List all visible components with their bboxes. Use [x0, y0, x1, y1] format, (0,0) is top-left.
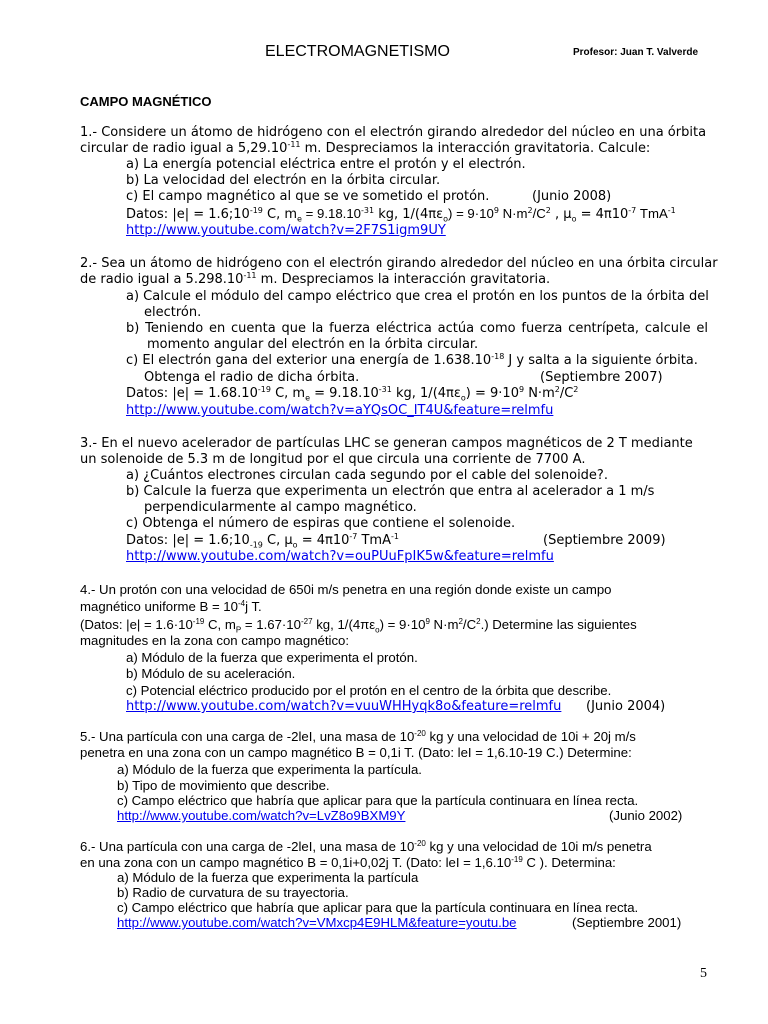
problem-1-date: (Junio 2008) [532, 189, 612, 204]
problem-2-part-a: a) Calcule el módulo del campo eléctrico que crea el protón en los puntos de la órbita del [126, 289, 709, 304]
problem-6-line-1: 6.- Una partícula con una carga de -2leI, una masa de $10^{-20}$ kg y una velocidad de 10i m/s penetra [80, 839, 652, 854]
problem-3-line-1: 3.- En el nuevo acelerador de partículas LHC se generan campos magnéticos de 2 T mediante [80, 436, 693, 451]
problem-2-video-link[interactable]: http://www.youtube.com/watch?v=aYQsOC_IT4U&feature=relmfu [126, 403, 554, 418]
problem-1-line-2: circular de radio igual a $5,29.10^{-11}$ m. Despreciamos la interacción gravitatoria. Calcule: [80, 140, 651, 156]
problem-4-line-1: 4.- Un protón con una velocidad de 650i m/s penetra en una región donde existe un campo [80, 582, 612, 597]
problem-5-line-1: 5.- Una partícula con una carga de -2leI, una masa de $10^{-20}$ kg y una velocidad de 10i + 20j m/s [80, 729, 636, 744]
problem-3-line-2: un solenoide de 5.3 m de longitud por el que circula una corriente de 7700 A. [80, 452, 586, 467]
teacher-name: Profesor: Juan T. Valverde [573, 47, 699, 58]
problem-1-line-1: 1.- Considere un átomo de hidrógeno con el electrón girando alrededor del núcleo en una órbita [80, 125, 707, 140]
problem-3-video-link[interactable]: http://www.youtube.com/watch?v=ouPUuFpIK5w&feature=relmfu [126, 549, 554, 564]
problem-5-part-a: a) Módulo de la fuerza que experimenta la partícula. [117, 762, 422, 777]
problem-2-line-1: 2.- Sea un átomo de hidrógeno con el electrón girando alrededor del núcleo en una órbita circular [80, 256, 718, 271]
document-title: ELECTROMAGNETISMO [265, 43, 450, 60]
problem-4-part-a: a) Módulo de la fuerza que experimenta el protón. [126, 650, 418, 665]
problem-2-date: (Septiembre 2007) [540, 370, 663, 385]
problem-5-part-b: b) Tipo de movimiento que describe. [117, 778, 330, 793]
problem-3-date: (Septiembre 2009) [543, 533, 666, 548]
problem-2-part-a-cont: electrón. [144, 305, 202, 320]
problem-4-part-b: b) Módulo de su aceleración. [126, 666, 296, 681]
problem-6-part-b: b) Radio de curvatura de su trayectoria. [117, 885, 349, 900]
problem-2-line-2: de radio igual a $5.298.10^{-11}$ m. Despreciamos la interacción gravitatoria. [80, 271, 551, 287]
problem-3-data: Datos: $|e| = 1.6;10_{-19}$ C, $\mu_o = 4\pi 10^{-7}$ TmA$^{-1}$ [126, 532, 399, 550]
page-number: 5 [700, 966, 707, 981]
section-title: CAMPO MAGNÉTICO [80, 94, 212, 109]
problem-2-part-c: c) El electrón gana del exterior una energía de $1.638.10^{-18}$ J y salta a la siguiente órbita. [126, 352, 698, 368]
problem-2-data: Datos: $|e| = 1.68.10^{-19}$ C, $m_e = 9.18.10^{-31}$ kg, $1/(4\pi\varepsilon_o) = 9\cdot 10^9$ $N\cdot m^2/C^2$ [126, 385, 579, 403]
problem-3-part-b: b) Calcule la fuerza que experimenta un electrón que entra al acelerador a 1 m/s [126, 484, 655, 499]
problem-6-line-2: en una zona con un campo magnético B = 0,1i+0,02j T. (Dato: leI = $1,6.10^{-19}$ C ). Determina: [80, 855, 616, 870]
problem-3-part-c: c) Obtenga el número de espiras que contiene el solenoide. [126, 516, 516, 531]
problem-5-video-link[interactable]: http://www.youtube.com/watch?v=LvZ8o9BXM9Y [117, 808, 406, 823]
problem-3-part-a: a) ¿Cuántos electrones circulan cada segundo por el cable del solenoide?. [126, 468, 608, 483]
problem-1-part-a: a) La energía potencial eléctrica entre el protón y el electrón. [126, 157, 526, 172]
problem-6-video-link[interactable]: http://www.youtube.com/watch?v=VMxcp4E9HLM&feature=youtu.be [117, 915, 517, 930]
problem-4-line-2: magnético uniforme $B = 10^{-4}j$ T. [80, 599, 262, 614]
problem-5-line-2: penetra en una zona con un campo magnético B = 0,1i T. (Dato: leI = 1,6.10-19 C.) Determine: [80, 745, 632, 760]
problem-4-line-4: magnitudes en la zona con campo magnético: [80, 633, 350, 648]
problem-1-part-b: b) La velocidad del electrón en la órbita circular. [126, 173, 441, 188]
problem-4-part-c: c) Potencial eléctrico producido por el protón en el centro de la órbita que describe. [126, 683, 612, 698]
problem-4-date: (Junio 2004) [586, 699, 666, 714]
problem-3-part-b-cont: perpendicularmente al campo magnético. [144, 500, 417, 515]
problem-6-part-a: a) Módulo de la fuerza que experimenta la partícula [117, 870, 419, 885]
problem-1-video-link[interactable]: http://www.youtube.com/watch?v=2F7S1igm9UY [126, 223, 446, 238]
problem-4-video-link[interactable]: http://www.youtube.com/watch?v=vuuWHHyqk8o&feature=relmfu [126, 699, 562, 714]
problem-1-data: Datos: $|e| = 1.6;10^{-19}$ C, $m_e = 9.18.10^{-31}$ kg, $1/(4\pi\varepsilon_o) = 9\cdot 10^9$ $N\cdot m^2/C^2$ , $\mu_o = 4\pi 10^{-7}$ TmA$^{-1}$ [126, 206, 676, 224]
problem-1-part-c: c) El campo magnético al que se ve sometido el protón. [126, 189, 490, 204]
problem-2-part-b-cont: momento angular del electrón en la órbita circular. [147, 337, 479, 352]
problem-5-part-c: c) Campo eléctrico que habría que aplicar para que la partícula continuara en línea recta. [117, 793, 639, 808]
problem-2-part-b: b) Teniendo en cuenta que la fuerza eléctrica actúa como fuerza centrípeta, calcule el [126, 321, 708, 336]
problem-2-part-c-cont: Obtenga el radio de dicha órbita. [144, 370, 360, 385]
problem-4-line-3: (Datos: $|e| = 1.6\cdot 10^{-19}$ C, $m_P = 1.67\cdot 10^{-27}$ kg, $1/(4\pi\varepsilon_o) = 9\cdot 10^9$ $N\cdot m^2/C^2$.) Determine las siguientes [80, 617, 637, 635]
problem-6-date: (Septiembre 2001) [572, 915, 682, 930]
problem-5-date: (Junio 2002) [609, 808, 683, 823]
problem-6-part-c: c) Campo eléctrico que habría que aplicar para que la partícula continuara en línea recta. [117, 900, 639, 915]
